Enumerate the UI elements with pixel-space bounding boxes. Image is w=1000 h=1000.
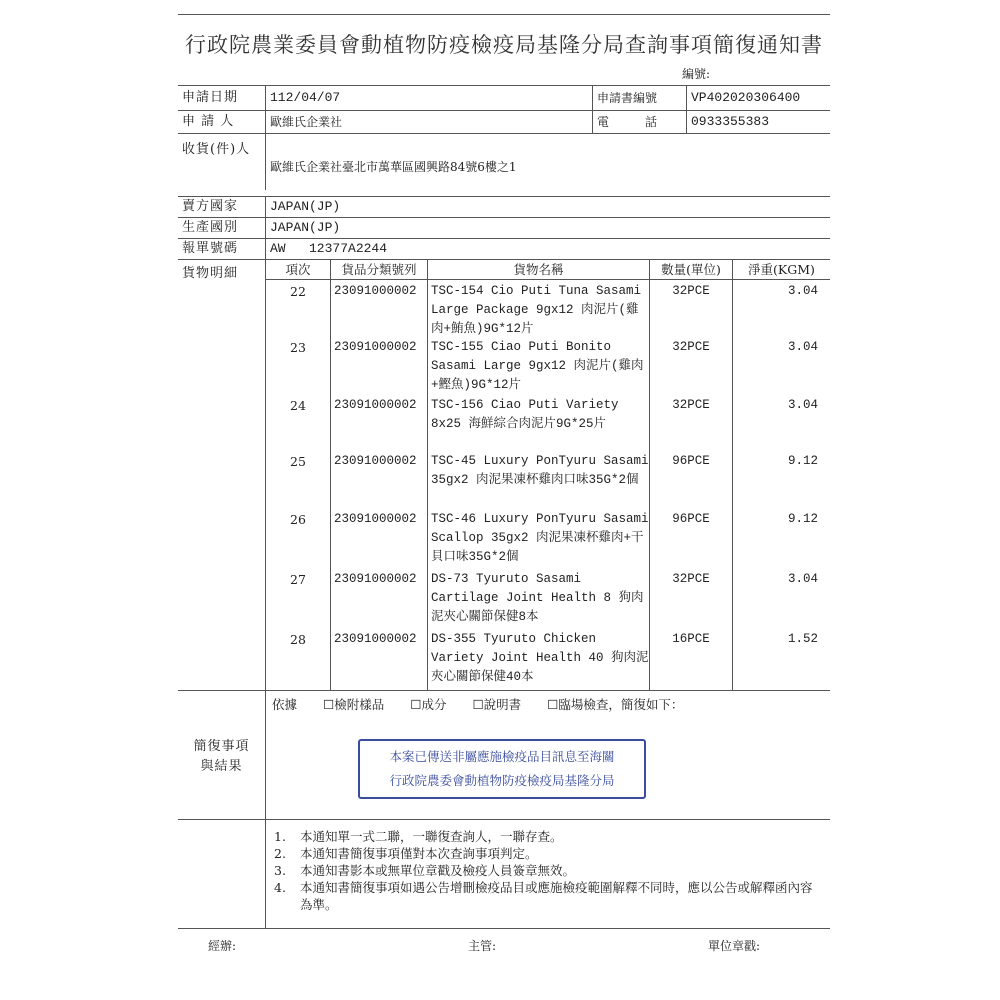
consignee-label: 收貨(件)人 bbox=[178, 134, 266, 190]
item-code: 23091000002 bbox=[331, 568, 428, 628]
checkbox-manual-label: 說明書 bbox=[483, 697, 522, 712]
item-qty: 16PCE bbox=[650, 628, 733, 688]
item-weight: 3.04 bbox=[787, 572, 818, 586]
row-consignee bbox=[178, 133, 830, 190]
item-no: 28 bbox=[266, 628, 331, 688]
origin-value: JAPAN(JP) bbox=[270, 220, 341, 235]
note-item bbox=[274, 845, 822, 862]
item-name: TSC-45 Luxury PonTyuru Sasami 35gx2 肉泥果凍杯雞肉口味35G*2個 bbox=[428, 450, 650, 508]
seller-country-value: JAPAN(JP) bbox=[270, 199, 341, 214]
item-no: 25 bbox=[266, 450, 331, 508]
row-result bbox=[178, 690, 830, 819]
checkbox-ingredients[interactable]: ☐成分 bbox=[410, 697, 447, 712]
goods-row bbox=[266, 336, 830, 394]
handler-label: 經辦: bbox=[208, 939, 237, 953]
result-label-line2: 與結果 bbox=[200, 759, 243, 774]
item-code: 23091000002 bbox=[331, 280, 428, 336]
item-name: DS-355 Tyuruto Chicken Variety Joint Health 40 狗肉泥夾心關節保健40本 bbox=[428, 628, 650, 688]
item-weight: 1.52 bbox=[787, 632, 818, 646]
serial-label: 編號: bbox=[681, 67, 710, 81]
checkbox-sample-label: 檢附樣品 bbox=[334, 697, 385, 712]
item-qty: 32PCE bbox=[650, 336, 733, 394]
checkbox-ingredients-label: 成分 bbox=[421, 697, 447, 712]
result-body bbox=[266, 691, 830, 819]
item-code: 23091000002 bbox=[331, 628, 428, 688]
note-number: 3. bbox=[274, 863, 286, 878]
note-number: 2. bbox=[274, 846, 286, 861]
declaration-label: 報單號碼 bbox=[178, 239, 266, 259]
item-code: 23091000002 bbox=[331, 508, 428, 568]
goods-row bbox=[266, 628, 830, 688]
col-name: 貨物名稱 bbox=[428, 260, 650, 279]
goods-row bbox=[266, 280, 830, 336]
item-no: 26 bbox=[266, 508, 331, 568]
note-text: 本通知書簡復事項如遇公告增刪檢疫品目或應施檢疫範圍解釋不同時，應以公告或解釋函內容為準。 bbox=[300, 880, 813, 912]
goods-row bbox=[266, 450, 830, 508]
goods-row-filler bbox=[266, 688, 830, 690]
notes-label-cell bbox=[178, 820, 266, 928]
goods-rows bbox=[266, 280, 830, 690]
goods-label: 貨物明細 bbox=[178, 260, 266, 690]
note-item bbox=[274, 862, 822, 879]
goods-table bbox=[266, 260, 830, 690]
stamp-line2: 行政院農委會動植物防疫檢疫局基隆分局 bbox=[389, 773, 615, 788]
goods-row bbox=[266, 394, 830, 450]
seal-label: 單位章戳: bbox=[708, 939, 761, 953]
item-weight: 3.04 bbox=[787, 398, 818, 412]
row-applicant bbox=[178, 110, 830, 133]
row-goods bbox=[178, 259, 830, 690]
applicant-label: 申 請 人 bbox=[178, 111, 266, 133]
item-code: 23091000002 bbox=[331, 394, 428, 450]
note-number: 4. bbox=[274, 880, 286, 895]
item-code: 23091000002 bbox=[331, 450, 428, 508]
item-weight: 3.04 bbox=[787, 284, 818, 298]
item-weight: 3.04 bbox=[787, 340, 818, 354]
col-qty: 數量(單位) bbox=[650, 260, 733, 279]
document-title: 行政院農業委員會動植物防疫檢疫局基隆分局查詢事項簡復通知書 bbox=[185, 33, 823, 57]
origin-label: 生產國別 bbox=[178, 218, 266, 238]
item-qty: 32PCE bbox=[650, 280, 733, 336]
checkbox-onsite[interactable]: ☐臨場檢查，簡復如下： bbox=[547, 697, 684, 712]
item-weight: 9.12 bbox=[787, 512, 818, 526]
item-qty: 32PCE bbox=[650, 394, 733, 450]
item-weight: 9.12 bbox=[787, 454, 818, 468]
item-no: 27 bbox=[266, 568, 331, 628]
apply-no-value: VP402020306400 bbox=[686, 86, 830, 110]
phone-label: 電 話 bbox=[592, 111, 686, 133]
apply-date-label: 申請日期 bbox=[178, 86, 266, 110]
item-name: TSC-156 Ciao Puti Variety 8x25 海鮮綜合肉泥片9G*25片 bbox=[428, 394, 650, 450]
col-no: 項次 bbox=[266, 260, 331, 279]
note-number: 1. bbox=[274, 829, 286, 844]
item-name: TSC-46 Luxury PonTyuru Sasami Scallop 35gx2 肉泥果凍杯雞肉+干貝口味35G*2個 bbox=[428, 508, 650, 568]
row-apply-date bbox=[178, 85, 830, 110]
goods-row bbox=[266, 508, 830, 568]
seller-country-label: 賣方國家 bbox=[178, 197, 266, 217]
basis-label: 依據 bbox=[272, 697, 298, 712]
note-item bbox=[274, 879, 822, 913]
row-seller-country bbox=[178, 196, 830, 217]
result-label-line1: 簡復事項 bbox=[193, 739, 250, 754]
applicant-value: 歐維氏企業社 bbox=[270, 115, 343, 129]
note-text: 本通知書影本或無單位章戳及檢疫人員簽章無效。 bbox=[300, 863, 576, 878]
declaration-value: AW 12377A2244 bbox=[270, 241, 388, 256]
supervisor-label: 主管: bbox=[468, 939, 497, 953]
item-qty: 96PCE bbox=[650, 508, 733, 568]
item-name: TSC-154 Cio Puti Tuna Sasami Large Package 9gx12 肉泥片(雞肉+鮪魚)9G*12片 bbox=[428, 280, 650, 336]
basis-line bbox=[266, 691, 830, 717]
row-declaration bbox=[178, 238, 830, 259]
official-stamp bbox=[358, 739, 646, 799]
col-weight: 淨重(KGM) bbox=[748, 262, 815, 277]
item-name: DS-73 Tyuruto Sasami Cartilage Joint Health 8 狗肉泥夾心關節保健8本 bbox=[428, 568, 650, 628]
item-code: 23091000002 bbox=[331, 336, 428, 394]
result-label bbox=[178, 691, 266, 819]
checkbox-sample[interactable]: ☐檢附樣品 bbox=[323, 697, 385, 712]
goods-row bbox=[266, 568, 830, 628]
item-qty: 96PCE bbox=[650, 450, 733, 508]
checkbox-manual[interactable]: ☐說明書 bbox=[472, 697, 522, 712]
row-notes bbox=[178, 819, 830, 928]
row-origin bbox=[178, 217, 830, 238]
col-code: 貨品分類號列 bbox=[331, 260, 428, 279]
note-item bbox=[274, 828, 822, 845]
item-no: 22 bbox=[266, 280, 331, 336]
item-name: TSC-155 Ciao Puti Bonito Sasami Large 9gx12 肉泥片(雞肉+鰹魚)9G*12片 bbox=[428, 336, 650, 394]
checkbox-onsite-label: 臨場檢查，簡復如下： bbox=[558, 697, 684, 712]
item-no: 24 bbox=[266, 394, 331, 450]
item-no: 23 bbox=[266, 336, 331, 394]
notification-document bbox=[178, 14, 830, 954]
note-text: 本通知單一式二聯，一聯復查詢人，一聯存查。 bbox=[300, 829, 563, 844]
item-qty: 32PCE bbox=[650, 568, 733, 628]
consignee-value: 歐維氏企業社臺北市萬華區國興路84號6樓之1 bbox=[270, 160, 517, 174]
stamp-line1: 本案已傳送非屬應施檢疫品目訊息至海關 bbox=[389, 749, 615, 764]
notes-list bbox=[266, 820, 830, 928]
apply-no-label: 申請書編號 bbox=[592, 86, 686, 110]
signature-footer bbox=[178, 928, 830, 954]
goods-table-header bbox=[266, 260, 830, 280]
note-text: 本通知書簡復事項僅對本次查詢事項判定。 bbox=[300, 846, 538, 861]
phone-value: 0933355383 bbox=[686, 111, 830, 133]
apply-date-value: 112/04/07 bbox=[270, 90, 341, 105]
